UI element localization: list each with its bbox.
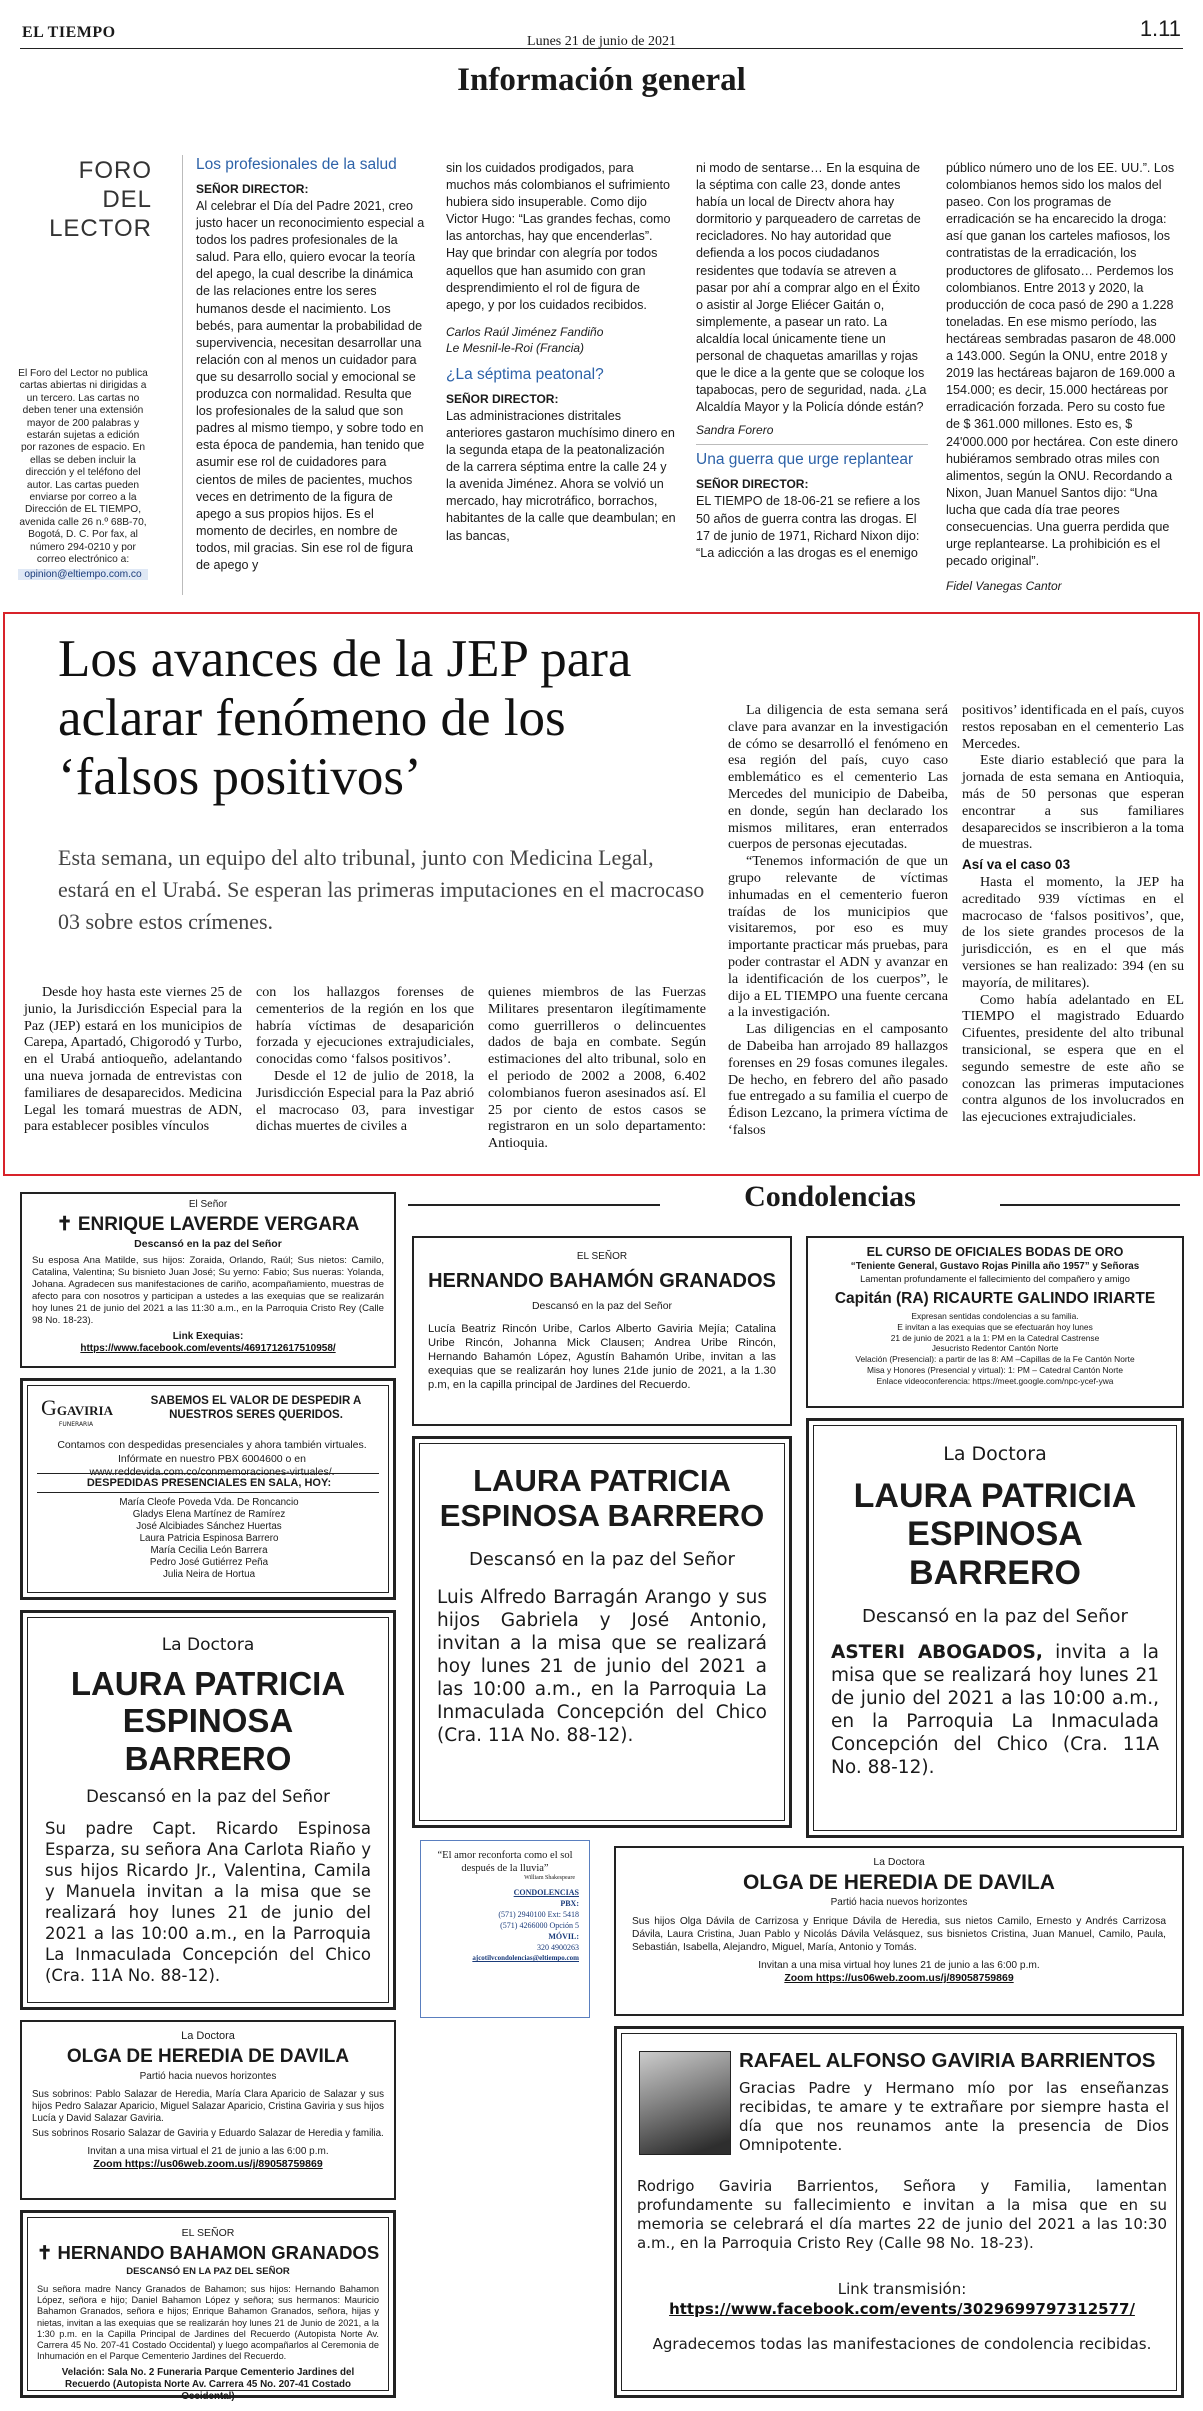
paragraph: Las diligencias en el camposanto de Dabeiba han arrojado 89 hallazgos forenses en 29 fosas comunes ilegales. De hecho, en febrero del año pasado fue entregado a su familia el cuerpo de Édison Lezcano, la primera víctima de ‘falsos — [728, 1021, 948, 1138]
article-col2 — [256, 984, 474, 1135]
letter-salutation: SEÑOR DIRECTOR: — [196, 182, 309, 196]
divider — [696, 444, 928, 445]
paragraph: con los hallazgos forenses de cementerios de la región en los que habría víctimas de desaparición forzada y ejecuciones extrajudiciales, conocidas como ‘falsos positivos’. — [256, 984, 474, 1068]
paragraph: Hasta el momento, la JEP ha acreditado 939 víctimas en el macrocaso de ‘falsos positivos’, que, de los siete grandes procesos de la jurisdicción, es en el que más versiones se han realizado: 394 (en su mayoría, de militares). — [962, 873, 1184, 991]
inner-border — [27, 1617, 389, 2003]
foro-title-line2: LECTOR — [49, 215, 152, 242]
obituary-phrase: Descansó en la paz del Señor — [86, 1786, 330, 1806]
obituary-phrase: DESCANSÓ EN LA PAZ DEL SEÑOR — [126, 2266, 290, 2278]
paragraph: positivos’ identificada en el país, cuyos restos reposaban en el cementerio Las Mercedes. — [962, 702, 1184, 752]
portrait-photo — [639, 2051, 731, 2155]
list-item: Gladys Elena Martínez de Ramírez — [132, 1509, 286, 1520]
list-item: Pedro José Gutiérrez Peña — [149, 1557, 269, 1568]
paragraph: Desde hoy hasta este viernes 25 de junio, la Jurisdicción Especial para la Paz (JEP) estará en los municipios de Carepa, Apartadó, Chigorodó y Turbo, en el Urabá antioqueño, adelantando una nueva jornada de entrevistas con familiares de desaparecidos. Medicina Legal les tomará muestras de ADN, para establecer posibles vínculos — [24, 984, 242, 1135]
c1-line: Misa y Honores (Presencial y virtual): 1: PM – Catedral Cantón Norte — [866, 1364, 1123, 1375]
obituary-text: Lucía Beatriz Rincón Uribe, Carlos Alberto Gaviria Mejía; Catalina Uribe Rincón, Johanna Mick Clausen; Andrea Uribe Rincón, Hernando Bahamón López, Agustín Bahamón Uribe, invitan a las exequias que se realizarán hoy lunes 21de junio de 2021, a la 1.30 p.m, en la capilla principal de Jardines del Recuerdo. — [428, 1322, 776, 1391]
obituary-name-text: ENRIQUE LAVERDE VERGARA — [77, 1213, 360, 1235]
facebook-link[interactable]: https://www.facebook.com/events/3029699797312577/ — [669, 2300, 1135, 2318]
ad-mobile-label: MÓVIL: — [548, 1932, 579, 1941]
letter-salutation: SEÑOR DIRECTOR: — [446, 391, 559, 406]
cross-icon: ✝ — [36, 2241, 58, 2263]
foro-email-link[interactable]: opinion@eltiempo.com.co — [18, 569, 148, 580]
c1-subtitle: “Teniente General, Gustavo Rojas Pinilla año 1957” y Señoras — [850, 1260, 1140, 1272]
letter-body-cont: sin los cuidados prodigados, para muchos más colombianos el sufrimiento hubiera sido insuperable. Como dijo Victor Hugo: “Las grandes fechas, como las antorchas, hay que encenderlas”. Hay que brindar con alegría por todos aquellos que han asumido con gran desprendimiento el rol de figura de apego, y por los cuidados recibidos. — [446, 161, 671, 312]
divider — [37, 1492, 379, 1493]
c1-line: E invitan a las exequias que se efectuarán hoy lunes — [897, 1321, 1093, 1332]
obituary-phrase: Descansó en la paz del Señor — [469, 1549, 735, 1571]
obituary-rafael-gaviria — [614, 2026, 1184, 2398]
obituary-prefix: La Doctora — [181, 2030, 235, 2042]
condolencias-contact-ad — [420, 1840, 590, 2018]
obituary-name: LAURA PATRICIA ESPINOSA BARRERO — [70, 1665, 346, 1777]
obituary-text: Rodrigo Gaviria Barrientos, Señora y Familia, lamentan profundamente su fallecimiento e invitan a la misa que en su memoria se celebrará el día martes 22 de junio del 2021 a las 10:30 a.m., en la Parroquia Cristo Rey (Calle 98 No. 18-23). — [637, 2177, 1167, 2252]
ad-pbx-label: PBX: — [560, 1899, 579, 1908]
rule-right — [1000, 1204, 1180, 1206]
obituary-laura-espinosa-1 — [20, 1610, 396, 2010]
obituary-text: Invitan a una misa virtual hoy lunes 21 de junio a las 6:00 p.m. — [758, 1959, 1040, 1971]
foro-note: El Foro del Lector no publica cartas abiertas ni dirigidas a un tercero. Las cartas no deben tener una extensión mayor de 200 palabras y estarán sujetas a edición por razones de espacio. En ellas se deben incluir la dirección y el teléfono del autor. Las cartas pueden enviarse por correo a la Dirección de EL TIEMPO, avenida calle 26 n.º 68B-70, Bogotá, D. C. Por fax, al número 294-0210 y por correo electrónico a: — [18, 368, 148, 566]
c4-link-block — [637, 2279, 1167, 2319]
obituary-text: Sus sobrinos: Pablo Salazar de Heredia, María Clara Aparicio de Salazar y sus hijos Pedro Salazar Aparicio, Miguel Salazar Aparicio, Cristina Gaviria y sus hijos Lucía y David Salazar Gaviria. — [32, 2089, 384, 2125]
obituary-prefix: La Doctora — [873, 1856, 925, 1868]
letter-body-cont: ni modo de sentarse… En la esquina de la séptima con calle 23, donde antes había un local de Directv ahora hay dormitorio y parqueadero de carretas de recicladores. No hay autoridad que defienda a los pocos ciudadanos residentes que todavía se atreven a pasar por ahí a comprar algo en el Éxito o asistir al Jorge Eliécer Gaitán o, simplemente, a pasear un rato. La alcaldía local únicamente tiene un personal de chaquetas amarillas y rojas que le dice a la gente que se coloque los tapabocas, pero de seguridad, nada. ¿La Alcaldía Mayor y la Policía dónde están? — [696, 161, 927, 415]
ad-contacts — [421, 1887, 589, 1964]
article-col3 — [488, 984, 706, 1152]
dateline: Lunes 21 de junio de 2021 — [527, 34, 676, 49]
obituary-name: LAURA PATRICIA ESPINOSA BARRERO — [853, 1477, 1137, 1592]
obituary-name: LAURA PATRICIA ESPINOSA BARRERO — [439, 1463, 765, 1534]
gaviria-list — [37, 1497, 381, 1581]
c1-line: 21 de junio de 2021 a la 1: PM en la Catedral Castrense — [890, 1332, 1100, 1343]
gaviria-slogan: SABEMOS EL VALOR DE DESPEDIR A NUESTROS SERES QUERIDOS. — [150, 1395, 362, 1421]
funeraria-gaviria-ad — [20, 1378, 396, 1600]
article-col5 — [962, 702, 1184, 1126]
gaviria-list-title: DESPEDIDAS PRESENCIALES EN SALA, HOY: — [86, 1477, 332, 1489]
obituary-text: Luis Alfredo Barragán Arango y sus hijos Gabriela y José Antonio, invitan a la misa que se realizará hoy lunes 21 de junio del 2021 a las 10:00 a.m., en la Parroquia La Inmaculada Concepción del Chico (Cra. 11A No. 88-12). — [437, 1587, 767, 1747]
obituary-velacion: Velación: Sala No. 2 Funeraria Parque Cementerio Jardines del Recuerdo (Autopista Norte Av. Carrera 45 No. 207-41 Costado Occidental) — [61, 2367, 355, 2403]
rule-left — [408, 1204, 660, 1206]
article-subhead: Así va el caso 03 — [962, 857, 1071, 873]
obituary-hernando-bahamon-1 — [20, 2210, 396, 2403]
obituary-text: Sus hijos Olga Dávila de Carrizosa y Enrique Dávila de Heredia, sus nietos Camilo, Ernesto y Andrés Carrizosa Dávila, Laura Cristina, Juan Pablo y Nicolás Dávila Velásquez, sus bisnietos Cristina, Juan Manuel, Camilo, Paula, Sebastián, Isabella, Alejandro, Miguel, María, Antonio y Tomás. — [632, 1915, 1166, 1953]
obituary-name: RAFAEL ALFONSO GAVIRIA BARRIENTOS — [739, 2049, 1156, 2072]
obituary-name-text: HERNANDO BAHAMON GRANADOS — [57, 2241, 380, 2263]
inner-border — [27, 2217, 389, 2391]
obituary-phrase: Partió hacia nuevos horizontes — [139, 2070, 277, 2082]
letter-heading: Una guerra que urge replantear — [696, 451, 914, 469]
letter-heading: ¿La séptima peatonal? — [446, 365, 604, 383]
logo-text — [41, 1395, 111, 1421]
letter-signature: Carlos Raúl Jiménez Fandiño Le Mesnil-le-Roi (Francia) — [446, 324, 604, 355]
logo-g-icon: G — [41, 1395, 57, 1420]
obituary-phrase: Partió hacia nuevos horizontes — [830, 1897, 968, 1909]
c1-line: Jesucristo Redentor Cantón Norte — [931, 1343, 1059, 1354]
obituary-hernando-bahamon-2 — [412, 1236, 792, 1426]
obituary-text: Su señora madre Nancy Granados de Bahamon; sus hijos: Hernando Bahamon López, señora e hijo; Daniel Bahamon López y señora; sus hermanos: Mauricio Bahamon Granados, señora e hijos; Enrique Bahamon Granados, señora, hijas y nietas, invitan a las exequias que se realizarán hoy lunes 21 de Junio de 2021, a la 1:30 p.m. en la Capilla Principal de Jardines del Recuerdo (Autopista Norte Av. Carrera 45 No. 207-41 Costado Occidental) y luego acompañarlos al Ceremonia de Inhumación en el Parque Cementerio Jardines del Recuerdo. — [37, 2283, 379, 2362]
obituary-enrique-laverde — [20, 1192, 396, 1368]
ad-author: William Shakespeare — [524, 1875, 575, 1881]
paragraph: Como había adelantado en EL TIEMPO el magistrado Eduardo Cifuentes, presidente del alto tribunal transicional, se espera que en el segundo semestre de este año se conozcan las primeras imputaciones contra algunos de los involucrados en las ejecuciones extrajudiciales. — [962, 991, 1184, 1126]
c1-title: EL CURSO DE OFICIALES BODAS DE ORO — [866, 1245, 1124, 1259]
paragraph: Este diario estableció que para la jornada de esta semana en Antioquia, más de 50 personas que esperan encontrar a sus familiares desaparecidos se inscribieron a la toma de muestras. — [962, 752, 1184, 853]
obituary-name — [22, 1214, 394, 1235]
c1-line: Expresan sentidas condolencias a su familia. — [911, 1311, 1079, 1321]
letter-signature: Fidel Vanegas Cantor — [946, 579, 1062, 594]
paragraph: quienes miembros de las Fuerzas Militares presentaron ilegítimamente como guerrilleros o delincuentes dados de baja en combate. Según estimaciones del alto tribunal, solo en el periodo de 2002 a 2008, 6.402 colombianos fueron asesinados así. El 25 por ciento de estos casos se registraron en un solo departamento: Antioquia. — [488, 984, 706, 1152]
obituary-thanks: Agradecemos todas las manifestaciones de condolencia recibidas. — [652, 2335, 1152, 2353]
letter-body-cont: público número uno de los EE. UU.”. Los colombianos hemos sido los malos del paseo. Con los programas de erradicación se ha encarecido la droga: así que ganan los carteles mafiosos, los contratistas de la erradicación, los productores de glifosato… Perdemos los colombianos. Entre 2013 y 2020, la producción de coca pasó de 290 a 1.228 toneladas. En ese mismo período, las hectáreas sembradas pasaron de 48.000 a 143.000. Según la ONU, entre 2018 y 2019 las hectáreas bajaron de 169.000 a 154.000; es decir, 15.000 hectáreas por erradicación forzada. Pero su costo fue de $ 361.000 millones. Esto es, $ 24'000.000 por hectárea. Con este dinero hubiéramos sembrado otras miles con alimentos, según la ONU. Recordando a Nixon, Juan Manuel Santos dijo: “Una lucha que cada día trae peores consecuencias. Una guerra perdida que urge replantearse. La prohibición es el pecado original”. — [946, 161, 1179, 569]
ad-phone: (571) 4266000 Opción 5 — [500, 1921, 579, 1930]
link-label: Link Exequias: — [172, 1331, 244, 1343]
inner-border — [813, 1425, 1177, 1831]
article-headline: Los avances de la JEP para aclarar fenómeno de los ‘falsos positivos’ — [58, 630, 632, 806]
obituary-text: Su padre Capt. Ricardo Espinosa Esparza, su señora Ana Carlota Riaño y sus hijos Ricardo Jr., Valentina, Camila y Manuela invitan a la misa que se realizará hoy lunes 21 de junio del 2021 a las 10:00 a.m., en la Parroquia La Inmaculada Concepción del Chico (Cra. 11A No. 88-12). — [45, 1818, 371, 1985]
article-deck: Esta semana, un equipo del alto tribunal, junto con Medicina Legal, estará en el Urabá. Se esperan las primeras imputaciones en el macrocaso 03 sobre estos crímenes. — [58, 845, 705, 934]
ad-phone: (571) 2940100 Ext: 5418 — [498, 1910, 579, 1919]
gaviria-logo — [41, 1395, 111, 1428]
obituary-phrase: Descansó en la paz del Señor — [862, 1606, 1128, 1628]
article-col1 — [24, 984, 242, 1135]
paragraph: “Tenemos información de que un grupo relevante de víctimas inhumadas en el cementerio fueron traídas de los municipios que visitaremos, por eso es muy importante practicar más pruebas, para poder contrastar el ADN y avanzar en la identificación de los cuerpos”, le dijo a EL TIEMPO una fuente cercana a la investigación. — [728, 853, 948, 1021]
link-label: Link transmisión: — [837, 2280, 967, 2298]
c1-lament: Lamentan profundamente el fallecimiento del compañero y amigo — [860, 1274, 1130, 1284]
header-rule — [20, 48, 1183, 49]
obituary-text-body: invita a la misa que se realizará hoy lunes 21 de junio del 2021 a las 10:00 a.m., en la Parroquia La Inmaculada Concepción del Chico (Cra. 11A No. 88-12). — [831, 1642, 1159, 1779]
letter-body: Las administraciones distritales anteriores gastaron muchísimo dinero en la segunda etapa de la peatonalización de la carrera séptima entre la calle 24 y la avenida Jiménez. Ahora se volvió un mercado, hay microtráfico, borrachos, habitantes de la calle que deambulan; en las bancas, — [446, 408, 676, 543]
obituary-laura-espinosa-3 — [806, 1418, 1184, 1838]
letter-signature: Sandra Forero — [696, 423, 774, 438]
letter-salutation: SEÑOR DIRECTOR: — [696, 477, 809, 492]
ad-quote: “El amor reconforta como el sol después de la lluvia” — [437, 1850, 573, 1874]
letter-col4 — [946, 160, 1182, 594]
obituary-phrase: Descansó en la paz del Señor — [531, 1300, 673, 1313]
firm-name: ASTERI ABOGADOS, — [831, 1642, 1043, 1664]
letter-1-col1 — [196, 156, 428, 574]
logo-sub: FUNERARIA — [58, 1421, 94, 1428]
zoom-link[interactable]: Zoom https://us06web.zoom.us/j/89058759869 — [784, 1972, 1014, 1985]
c1-line[interactable]: Enlace videoconferencia: https://meet.google.com/npc-ycef-ywa — [876, 1375, 1114, 1386]
ad-email[interactable]: ajcotilvcondolencias@eltiempo.com — [472, 1954, 579, 1962]
obituary-prefix: La Doctora — [943, 1443, 1047, 1465]
page-number: 1.11 — [1139, 16, 1181, 41]
obituary-olga-heredia-2 — [614, 1846, 1184, 2016]
ad-label: CONDOLENCIAS — [513, 1888, 579, 1897]
article-col4 — [728, 702, 948, 1139]
obituary-name: OLGA DE HEREDIA DE DAVILA — [66, 2045, 350, 2067]
list-item: José Alcibiades Sánchez Huertas — [136, 1521, 282, 1532]
letter-heading: Los profesionales de la salud — [196, 156, 397, 173]
c1-line: Velación (Presencial): a partir de las 8: AM –Capillas de la Fe Cantón Norte — [855, 1354, 1135, 1365]
obituary-prefix: EL SEÑOR — [576, 1251, 628, 1262]
obituary-name: HERNANDO BAHAMÓN GRANADOS — [428, 1269, 776, 1292]
obituary-link-row — [22, 1331, 394, 1355]
inner-border — [419, 1443, 785, 1821]
obituary-olga-heredia-1 — [20, 2020, 396, 2200]
facebook-link[interactable]: https://www.facebook.com/events/469171261751095​8/ — [80, 1343, 336, 1355]
obituary-name: OLGA DE HEREDIA DE DAVILA — [743, 1870, 1055, 1894]
foro-title — [22, 156, 152, 243]
obituary-text: Sus sobrinos Rosario Salazar de Gaviria y Eduardo Salazar de Heredia y familia. — [32, 2128, 384, 2140]
masthead: EL TIEMPO — [22, 24, 116, 41]
obituary-curso-oficiales — [806, 1236, 1184, 1408]
list-item: María Cecilia León Barrera — [150, 1545, 268, 1556]
list-item: María Cleofe Poveda Vda. De Roncancio — [119, 1497, 299, 1508]
obituary-text: Su esposa Ana Matilde, sus hijos: Zoraida, Orlando, Raúl; Sus nietos: Camilo, Catalina, Valentina; Su bisnieto Juan José; Su yerno: Fabio; Sus nueras: Yolanda, Johana. Agradecen sus manifestaciones de cariño, acompañamiento, muestras de afecto para con nosotros y participan a ustedes a las exequias que se realizarán hoy lunes 21 de junio del 2021 a las 11:30 a.m., en la Parroquia Cristo Rey (Calle 98 No. 18-23). — [32, 1255, 384, 1327]
column-divider — [182, 155, 183, 595]
obituary-prefix: El Señor — [188, 1199, 228, 1210]
obituary-text: Gracias Padre y Hermano mío por las enseñanzas recibidas, te amare y te extrañare por siempre hasta el día que nos reunamos ante la presencia de Dios Omnipotente. — [739, 2079, 1169, 2154]
paragraph: La diligencia de esta semana será clave para avanzar en la investigación de cómo se desarrolló el fenómeno en esa región del país, cuyo caso emblemático es el cementerio Las Mercedes del municipio de Dabeiba, en donde, según han declarado los mismos militares, eran enterrados cuerpos de personas ejecutadas. — [728, 702, 948, 853]
c1-details — [808, 1311, 1182, 1387]
ad-phone: 320 4900263 — [537, 1943, 579, 1952]
letter-col3 — [696, 160, 928, 562]
paragraph: Desde el 12 de julio de 2018, la Jurisdicción Especial para la Paz abrió el macrocaso 03, para investigar dichas muertes de civiles a — [256, 1067, 474, 1135]
letter-body: EL TIEMPO de 18-06-21 se refiere a los 50 años de guerra contra las drogas. El 17 de junio de 1971, Richard Nixon dijo: “La adicción a las drogas es el enemigo — [696, 494, 920, 560]
obituary-phrase: Descansó en la paz del Señor — [134, 1237, 282, 1250]
obituary-prefix: EL SEÑOR — [181, 2227, 235, 2239]
obituary-prefix: La Doctora — [161, 1635, 255, 1655]
letter-col2 — [446, 160, 678, 545]
obituary-laura-espinosa-2 — [412, 1436, 792, 1828]
list-item: Laura Patricia Espinosa Barrero — [139, 1533, 279, 1544]
logo-name: GAVIRIA — [56, 1403, 113, 1418]
divider — [37, 1473, 379, 1474]
section-title: Información general — [457, 62, 746, 98]
zoom-link[interactable]: Zoom https://us06web.zoom.us/j/89058759869 — [93, 2158, 323, 2171]
obituary-name: Capitán (RA) RICAURTE GALINDO IRIARTE — [834, 1289, 1156, 1307]
cross-icon: ✝ — [56, 1213, 78, 1235]
foro-title-line1: FORO DEL — [78, 157, 152, 213]
gaviria-text: Contamos con despedidas presenciales y ahora también virtuales. Infórmate en nuestro PBX 6004600 o en www.reddevida.com.co/conmemoraciones-virtuales/. — [57, 1439, 367, 1478]
list-item: Julia Neira de Hortua — [162, 1569, 256, 1580]
condolencias-title: Condolencias — [744, 1180, 916, 1213]
obituary-text: Invitan a una misa virtual el 21 de junio a las 6:00 p.m. — [87, 2146, 329, 2158]
letter-body: Al celebrar el Día del Padre 2021, creo justo hacer un reconocimiento especial a todos los padres profesionales de la salud. Para ello, quiero evocar la teoría del apego, la cual describe la dinámica de las relaciones entre los seres humanos desde el nacimiento. Los bebés, para aumentar la probabilidad de supervivencia, necesitan desarrollar una relación con al menos un cuidador para que su desarrollo social y emocional se produzca con normalidad. Resulta que los profesionales de la salud que son padres al mismo tiempo, y sobre todo en esta época de pandemia, han tenido que asumir ese rol de cuidadores para cientos de miles de pacientes, muchos veces en detrimento de la figura de apego a sus propios hijos. Es el momento de decirles, en nombre de todos, mil gracias. Sin ese rol de figura de apego y — [196, 199, 425, 572]
